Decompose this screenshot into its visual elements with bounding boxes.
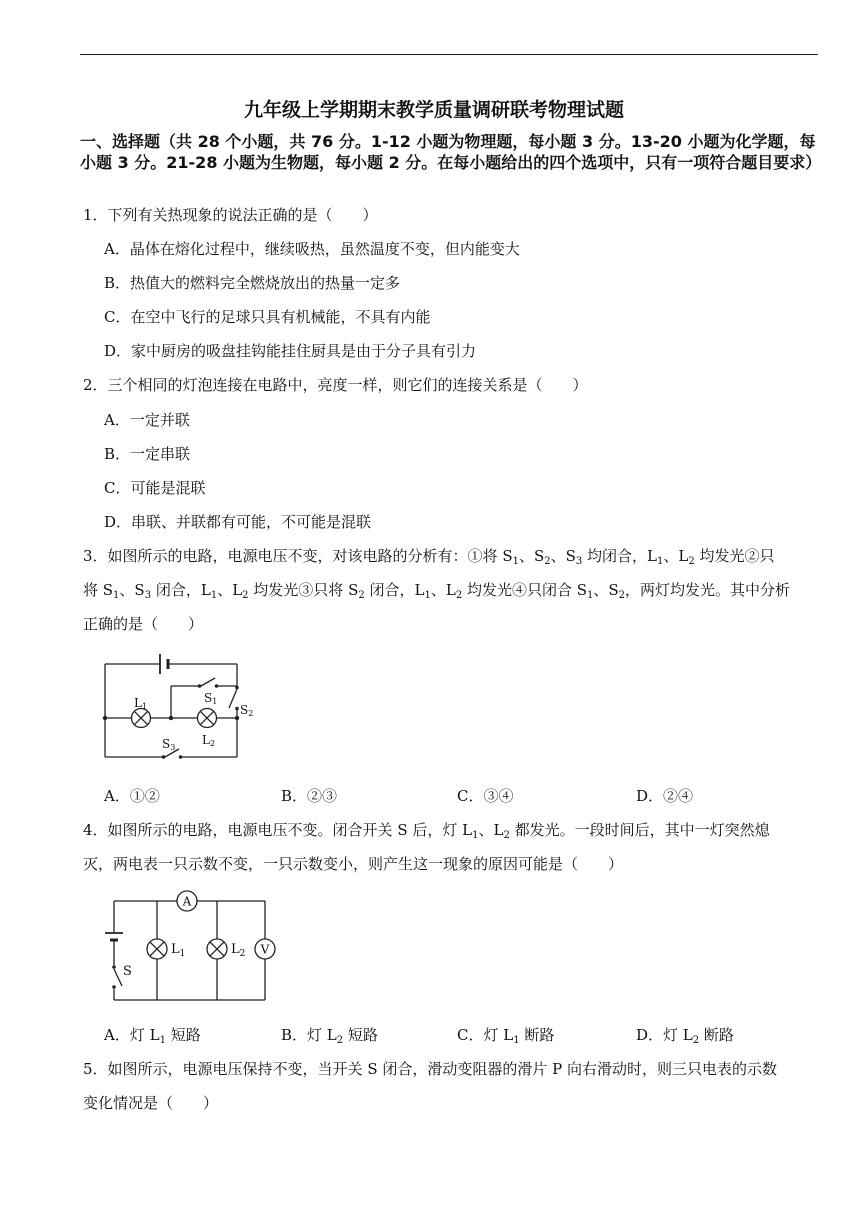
question-2-option-a: A．一定并联 xyxy=(104,411,190,429)
question-1-option-d: D．家中厨房的吸盘挂钩能挂住厨具是由于分子具有引力 xyxy=(104,342,477,360)
question-2-option-b: B．一定串联 xyxy=(104,445,191,463)
question-3-option-b: B．②③ xyxy=(281,787,338,805)
question-3-option-a: A．①② xyxy=(104,787,160,805)
question-2-option-c: C．可能是混联 xyxy=(104,479,206,497)
svg-text:L1: $L_1$ xyxy=(171,942,186,959)
question-4-circuit-diagram xyxy=(102,889,282,1005)
question-4-stem-line-1: 4．如图所示的电路，电源电压不变。闭合开关 S 后，灯 $L_1$、$L_2$ 都发光。一段时间后，其中一灯突然熄 xyxy=(83,821,770,841)
question-3-stem-line-1: 3．如图所示的电路，电源电压不变，对该电路的分析有：①将 $S_1$、$S_2$、$S_3$ 均闭合，$L_1$、$L_2$ 均发光②只 xyxy=(83,547,775,567)
svg-text:S3: S3 xyxy=(162,737,176,752)
question-4-stem-line-2: 灭，两电表一只示数不变，一只示数变小，则产生这一现象的原因可能是（ ） xyxy=(83,855,624,873)
question-2-stem: 2．三个相同的灯泡连接在电路中，亮度一样，则它们的连接关系是（ ） xyxy=(83,376,588,394)
question-4-option-a: A．灯 $L_1$ 短路 xyxy=(104,1026,201,1046)
svg-text:S1: S1 xyxy=(204,691,218,706)
question-3-circuit-diagram xyxy=(98,648,268,763)
question-4-option-d: D．灯 $L_2$ 断路 xyxy=(636,1026,734,1046)
svg-text:A: A xyxy=(182,894,192,909)
question-5-stem-line-1: 5．如图所示，电源电压保持不变，当开关 S 闭合，滑动变阻器的滑片 P 向右滑动时，则三只电表的示数 xyxy=(83,1060,777,1078)
question-1-option-b: B．热值大的燃料完全燃烧放出的热量一定多 xyxy=(104,274,401,292)
page-title: 九年级上学期期末教学质量调研联考物理试题 xyxy=(243,99,624,121)
svg-text:S: S xyxy=(123,964,132,979)
question-3-stem-line-3: 正确的是（ ） xyxy=(83,615,204,633)
svg-text:V: V xyxy=(260,942,270,957)
question-5-stem-line-2: 变化情况是（ ） xyxy=(83,1094,219,1112)
question-1-option-a: A．晶体在熔化过程中，继续吸热，虽然温度不变，但内能变大 xyxy=(104,240,520,258)
svg-text:S2: S2 xyxy=(240,703,254,718)
question-1-option-c: C．在空中飞行的足球只具有机械能，不具有内能 xyxy=(104,308,431,326)
header-rule xyxy=(80,54,818,55)
section-heading: 一、选择题（共 28 个小题，共 76 分。1-12 小题为物理题，每小题 3 分。13-20 小题为化学题，每小题 3 分。21-28 小题为生物题，每小题 2 分。在每小题给出的四个选项中，只有一项符合题目要求） xyxy=(80,132,822,172)
question-3-option-d: D．②④ xyxy=(636,787,694,805)
question-2-option-d: D．串联、并联都有可能，不可能是混联 xyxy=(104,513,372,531)
question-4-option-c: C．灯 $L_1$ 断路 xyxy=(457,1026,555,1046)
svg-text:L2: $L_2$ xyxy=(231,942,246,959)
svg-text:L1: L1 xyxy=(134,696,148,711)
question-3-stem-line-2: 将 $S_1$、$S_3$ 闭合，$L_1$、$L_2$ 均发光③只将 $S_2$ 闭合，$L_1$、$L_2$ 均发光④只闭合 $S_1$、$S_2$，两灯均发光。其中分析 xyxy=(83,581,791,601)
svg-text:L2: L2 xyxy=(202,733,216,748)
question-1-stem: 1．下列有关热现象的说法正确的是（ ） xyxy=(83,206,378,224)
question-4-option-b: B．灯 $L_2$ 短路 xyxy=(281,1026,378,1046)
question-3-option-c: C．③④ xyxy=(457,787,514,805)
